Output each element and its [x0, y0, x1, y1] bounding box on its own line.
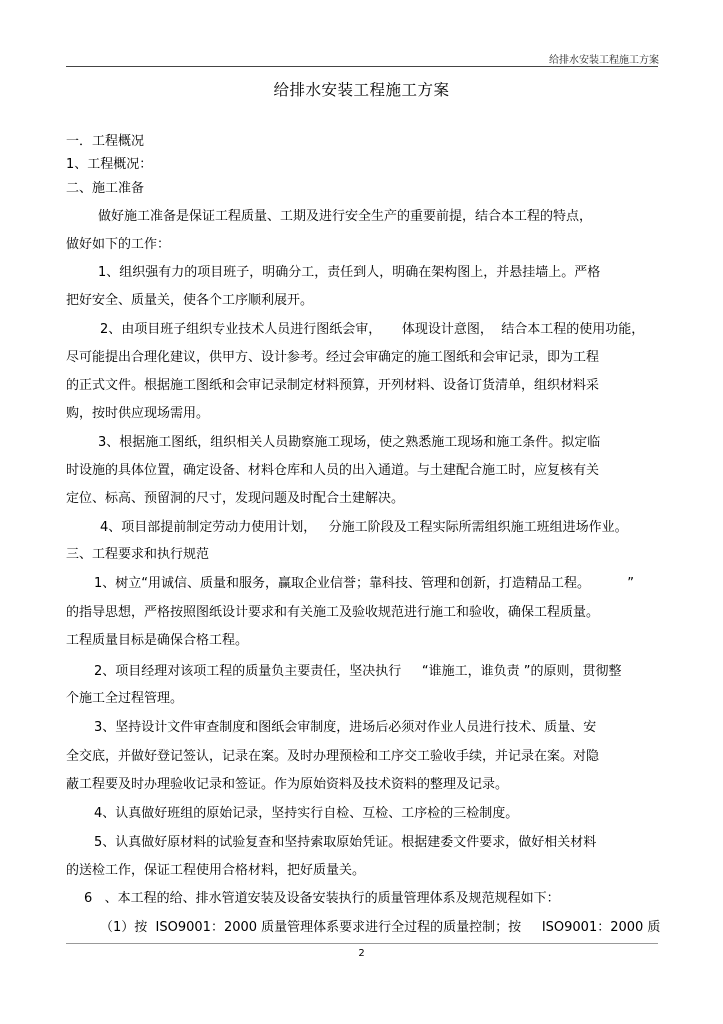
text-line: 5、认真做好原材料的试验复查和坚持索取原始凭证。根据建委文件要求，做好相关材料: [94, 835, 597, 850]
page-title: 给排水安装工程施工方案: [273, 81, 450, 99]
text-line: 的指导思想，严格按照图纸设计要求和有关施工及验收规范进行施工和验收，确保工程质量。: [66, 605, 600, 620]
text-line: 2、项目经理对该项工程的质量负主要责任，坚决执行 “谁施工，谁负责 ”的原则，贯彻整: [94, 664, 622, 679]
text-line: 4、认真做好班组的原始记录，坚持实行自检、互检、工序检的三检制度。: [94, 806, 519, 821]
text-line: 1、组织强有力的项目班子，明确分工，责任到人，明确在架构图上，并悬挂墙上。严格: [98, 265, 601, 280]
text-line: 把好安全、质量关，使各个工序顺利展开。: [66, 293, 314, 308]
text-line: 工程质量目标是确保合格工程。: [66, 633, 249, 648]
text-line: 3、坚持设计文件审查制度和图纸会审制度，进场后必须对作业人员进行技术、质量、安: [94, 720, 597, 735]
text-line: 三、工程要求和执行规范: [66, 547, 210, 562]
text-line: 二、施工准备: [66, 181, 145, 196]
text-line: 2、由项目班子组织专业技术人员进行图纸会审， 体现设计意图， 结合本工程的使用功能，: [100, 322, 645, 337]
running-header: 给排水安装工程施工方案: [549, 55, 659, 66]
text-line: 3、根据施工图纸，组织相关人员勘察施工现场，使之熟悉施工现场和施工条件。拟定临: [98, 435, 601, 450]
text-line: 的送检工作，保证工程使用合格材料，把好质量关。: [66, 863, 366, 878]
text-line: 蔽工程要及时办理验收记录和签证。作为原始资料及技术资料的整理及记录。: [66, 777, 509, 792]
text-line: 6 、本工程的给、排水管道安装及设备安装执行的质量管理体系及规范规程如下：: [84, 891, 560, 906]
footer-rule: [66, 943, 658, 944]
text-line: 1、工程概况：: [66, 157, 153, 172]
text-line: 4、项目部提前制定劳动力使用计划， 分施工阶段及工程实际所需组织施工班组进场作业。: [100, 520, 628, 535]
text-line: 做好施工准备是保证工程质量、工期及进行安全生产的重要前提，结合本工程的特点，: [98, 209, 593, 224]
page-number: 2: [358, 948, 365, 959]
text-line: 定位、标高、预留洞的尺寸，发现问题及时配合土建解决。: [66, 491, 405, 506]
text-line: 购，按时供应现场需用。: [66, 406, 210, 421]
text-line: 尽可能提出合理化建议，供甲方、设计参考。经过会审确定的施工图纸和会审记录，即为工程: [66, 350, 600, 365]
text-line: 全交底，并做好登记签认，记录在案。及时办理预检和工序交工验收手续，并记录在案。对隐: [66, 749, 600, 764]
header-rule: [66, 66, 658, 67]
text-line: 一．工程概况: [66, 134, 145, 149]
text-line: 个施工全过程管理。: [66, 691, 184, 706]
text-line: 的正式文件。根据施工图纸和会审记录制定材料预算，开列材料、设备订货清单，组织材料采: [66, 378, 600, 393]
text-line: （1）按 ISO9001：2000 质量管理体系要求进行全过程的质量控制；按 ISO9001：2000 质: [100, 920, 661, 935]
text-line: 时设施的具体位置，确定设备、材料仓库和人员的出入通道。与土建配合施工时，应复核有关: [66, 463, 600, 478]
text-line: 做好如下的工作：: [66, 237, 171, 252]
text-line: 1、树立“用诚信、质量和服务，赢取企业信誉；靠科技、管理和创新，打造精品工程。 ”: [94, 576, 634, 591]
